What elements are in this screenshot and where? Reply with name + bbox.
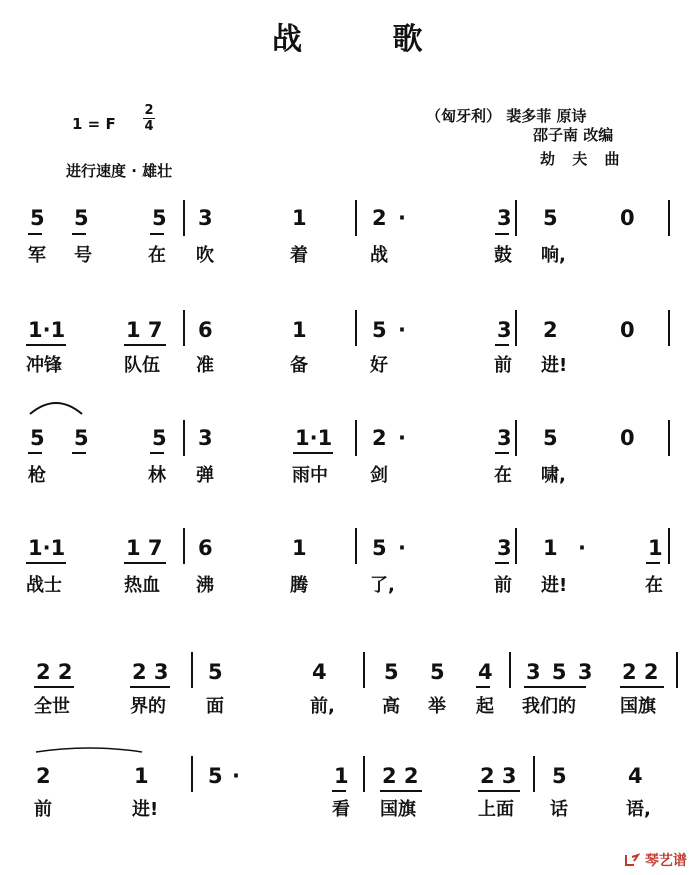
note: 2 2 (382, 764, 419, 788)
note: 2 2 (622, 660, 659, 684)
underline (26, 562, 66, 564)
note: 5 (543, 206, 558, 230)
lyric: 界的 (130, 696, 166, 717)
lyric: 前, (310, 696, 335, 717)
barline (355, 420, 357, 456)
lyric: 国旗 (380, 799, 416, 820)
dot: · (578, 536, 586, 560)
underline (495, 562, 509, 564)
time-denominator: 4 (144, 119, 154, 134)
note: 2 3 (132, 660, 169, 684)
page-title: 战 歌 (272, 22, 463, 57)
note: 2 (372, 426, 387, 450)
note: 2 (36, 764, 51, 788)
underline (293, 452, 333, 454)
underline (124, 344, 166, 346)
underline (476, 686, 490, 688)
tempo-marking: 进行速度 · 雄壮 (66, 162, 173, 180)
lyric: 在 (494, 465, 512, 486)
slur (26, 396, 86, 418)
lyric: 前 (494, 575, 512, 596)
lyric: 起 (476, 696, 494, 717)
lyric: 冲锋 (26, 355, 62, 376)
barline (363, 756, 365, 792)
barline (183, 420, 185, 456)
note: 2 3 (480, 764, 517, 788)
underline (72, 452, 86, 454)
note: 3 5 3 (526, 660, 595, 684)
note: 2 2 (36, 660, 73, 684)
barline (533, 756, 535, 792)
barline (515, 200, 517, 236)
barline (355, 310, 357, 346)
time-signature (143, 104, 155, 133)
note: 1 (292, 318, 307, 342)
underline (380, 790, 422, 792)
dot: · (398, 536, 406, 560)
underline (28, 233, 42, 235)
note: 1 (292, 206, 307, 230)
lyric: 腾 (290, 575, 308, 596)
note: 1 (543, 536, 558, 560)
underline (34, 686, 74, 688)
barline (668, 310, 670, 346)
lyric: 队伍 (124, 355, 160, 376)
underline (495, 344, 509, 346)
note: 5 (430, 660, 445, 684)
lyric: 前 (34, 799, 52, 820)
lyric: 进! (132, 799, 159, 820)
note: 4 (312, 660, 327, 684)
note: 6 (198, 536, 213, 560)
lyric: 沸 (196, 575, 214, 596)
site-watermark (624, 850, 687, 870)
note: 3 (198, 206, 213, 230)
underline (26, 344, 66, 346)
lyric: 林 (148, 465, 166, 486)
lyric: 好 (370, 355, 388, 376)
barline (183, 310, 185, 346)
note: 5 (372, 536, 387, 560)
note: 0 (620, 206, 635, 230)
underline (646, 562, 660, 564)
lyric: 枪 (28, 465, 46, 486)
dot: · (398, 206, 406, 230)
barline (355, 528, 357, 564)
note: 3 (497, 536, 512, 560)
barline (363, 652, 365, 688)
note: 5 (208, 764, 223, 788)
barline (668, 528, 670, 564)
dot: · (398, 426, 406, 450)
lyric: 备 (290, 355, 308, 376)
barline (355, 200, 357, 236)
note: 4 (628, 764, 643, 788)
barline (515, 310, 517, 346)
note: 5 (372, 318, 387, 342)
credit-poet: （匈牙利） 裴多菲 原诗 (426, 107, 587, 125)
lyric: 着 (290, 245, 308, 266)
note: 0 (620, 426, 635, 450)
underline (495, 233, 509, 235)
note: 1·1 (28, 318, 66, 342)
lyric: 在 (645, 575, 663, 596)
note: 5 (152, 206, 167, 230)
credit-composer: 劫 夫 曲 (540, 150, 626, 168)
note: 5 (152, 426, 167, 450)
underline (332, 790, 346, 792)
lyric: 进! (541, 355, 568, 376)
lyric: 国旗 (620, 696, 656, 717)
note: 5 (30, 426, 45, 450)
lyric: 热血 (124, 575, 160, 596)
underline (150, 452, 164, 454)
underline (72, 233, 86, 235)
note: 5 (30, 206, 45, 230)
credit-adapter: 邵子南 改编 (533, 126, 614, 144)
note: 3 (198, 426, 213, 450)
note: 5 (552, 764, 567, 788)
key-signature: 1 = F (72, 115, 116, 133)
barline (191, 652, 193, 688)
lyric: 举 (428, 696, 446, 717)
note: 1 (334, 764, 349, 788)
note: 5 (74, 426, 89, 450)
barline (183, 200, 185, 236)
lyric: 战士 (26, 575, 62, 596)
barline (191, 756, 193, 792)
note: 3 (497, 318, 512, 342)
lyric: 进! (541, 575, 568, 596)
tie (34, 744, 144, 756)
note: 1 7 (126, 536, 163, 560)
dot: · (398, 318, 406, 342)
barline (509, 652, 511, 688)
lyric: 我们的 (522, 696, 576, 717)
underline (130, 686, 170, 688)
note: 5 (543, 426, 558, 450)
note: 3 (497, 426, 512, 450)
note: 1 (648, 536, 663, 560)
underline (478, 790, 520, 792)
lyric: 军 (28, 245, 46, 266)
note: 5 (74, 206, 89, 230)
note: 4 (478, 660, 493, 684)
lyric: 号 (74, 245, 92, 266)
barline (668, 420, 670, 456)
note: 1 (292, 536, 307, 560)
underline (524, 686, 586, 688)
lyric: 上面 (478, 799, 514, 820)
note: 5 (208, 660, 223, 684)
lyric: 弹 (196, 465, 214, 486)
note: 1·1 (295, 426, 333, 450)
barline (183, 528, 185, 564)
note: 6 (198, 318, 213, 342)
note: 1 7 (126, 318, 163, 342)
note: 0 (620, 318, 635, 342)
note: 1·1 (28, 536, 66, 560)
lyric: 在 (148, 245, 166, 266)
underline (124, 562, 166, 564)
lyric: 前 (494, 355, 512, 376)
lyric: 看 (332, 799, 350, 820)
lyric: 剑 (370, 465, 388, 486)
lyric: 吹 (196, 245, 214, 266)
underline (28, 452, 42, 454)
lyric: 鼓 (494, 245, 512, 266)
lyric: 全世 (34, 696, 70, 717)
underline (150, 233, 164, 235)
lyric: 了, (370, 575, 395, 596)
barline (515, 528, 517, 564)
watermark-text: 琴艺谱 (644, 853, 687, 869)
note: 3 (497, 206, 512, 230)
barline (515, 420, 517, 456)
note: 5 (384, 660, 399, 684)
note: 2 (372, 206, 387, 230)
underline (620, 686, 664, 688)
note: 2 (543, 318, 558, 342)
lyric: 啸, (541, 465, 566, 486)
lyric: 战 (370, 245, 388, 266)
lyric: 响, (541, 245, 566, 266)
underline (495, 452, 509, 454)
lyric: 准 (196, 355, 214, 376)
lyric: 话 (550, 799, 568, 820)
lyric: 高 (382, 696, 400, 717)
lyric: 雨中 (292, 465, 328, 486)
note: 1 (134, 764, 149, 788)
barline (676, 652, 678, 688)
lyric: 面 (206, 696, 224, 717)
watermark-logo-icon (624, 853, 640, 867)
time-numerator: 2 (144, 103, 154, 118)
barline (668, 200, 670, 236)
lyric: 语, (626, 799, 651, 820)
dot: · (232, 764, 240, 788)
